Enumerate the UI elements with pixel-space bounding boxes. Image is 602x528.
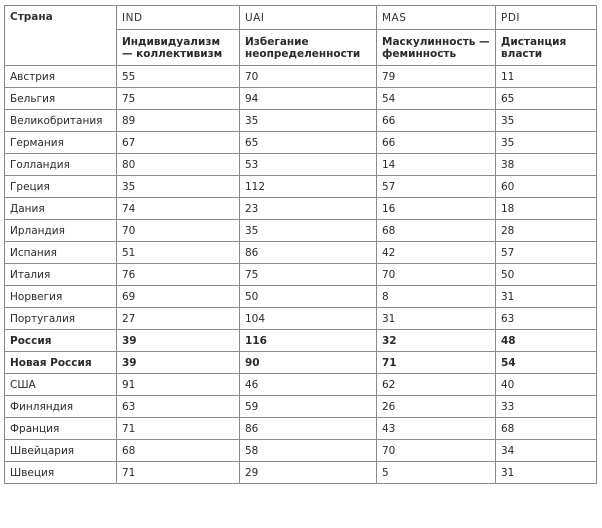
ind-cell: 68 [117,440,240,462]
table-row [5,242,597,264]
country-column-header: Страна [5,6,117,66]
pdi-cell: 35 [496,110,597,132]
ind-cell: 71 [117,418,240,440]
table-row [5,330,597,352]
uai-cell: 90 [240,352,377,374]
country-cell: США [5,374,117,396]
country-cell: Швеция [5,462,117,484]
mas-cell: 43 [377,418,496,440]
uai-cell: 50 [240,286,377,308]
country-cell: Австрия [5,66,117,88]
ind-cell: 76 [117,264,240,286]
ind-cell: 74 [117,198,240,220]
table-body [5,66,597,484]
mas-cell: 14 [377,154,496,176]
country-cell: Германия [5,132,117,154]
uai-cell: 86 [240,418,377,440]
mas-cell: 70 [377,264,496,286]
ind-cell: 91 [117,374,240,396]
mas-cell: 31 [377,308,496,330]
pdi-cell: 18 [496,198,597,220]
mas-cell: 5 [377,462,496,484]
table-row [5,396,597,418]
header-codes-row [5,6,597,30]
country-cell: Швейцария [5,440,117,462]
table-row [5,462,597,484]
ind-cell: 80 [117,154,240,176]
pdi-cell: 54 [496,352,597,374]
pdi-cell: 34 [496,440,597,462]
country-cell: Греция [5,176,117,198]
mas-code-header: MAS [377,6,496,30]
country-cell: Франция [5,418,117,440]
pdi-cell: 65 [496,88,597,110]
mas-cell: 54 [377,88,496,110]
ind-cell: 39 [117,352,240,374]
pdi-cell: 60 [496,176,597,198]
table-row [5,132,597,154]
mas-cell: 71 [377,352,496,374]
table-row [5,440,597,462]
ind-cell: 89 [117,110,240,132]
table-row [5,286,597,308]
uai-cell: 23 [240,198,377,220]
country-cell: Голландия [5,154,117,176]
table-row [5,88,597,110]
pdi-cell: 40 [496,374,597,396]
mas-cell: 79 [377,66,496,88]
mas-cell: 32 [377,330,496,352]
uai-cell: 29 [240,462,377,484]
ind-cell: 63 [117,396,240,418]
table-header [5,6,597,66]
pdi-cell: 28 [496,220,597,242]
uai-cell: 116 [240,330,377,352]
country-cell: Россия [5,330,117,352]
table-row [5,66,597,88]
ind-cell: 75 [117,88,240,110]
country-cell: Италия [5,264,117,286]
ind-cell: 69 [117,286,240,308]
uai-cell: 46 [240,374,377,396]
ind-cell: 39 [117,330,240,352]
mas-cell: 16 [377,198,496,220]
country-cell: Новая Россия [5,352,117,374]
table-row [5,352,597,374]
country-cell: Финляндия [5,396,117,418]
mas-cell: 8 [377,286,496,308]
uai-cell: 53 [240,154,377,176]
uai-cell: 75 [240,264,377,286]
ind-cell: 35 [117,176,240,198]
mas-cell: 26 [377,396,496,418]
ind-code-header: IND [117,6,240,30]
uai-cell: 58 [240,440,377,462]
pdi-cell: 63 [496,308,597,330]
ind-cell: 55 [117,66,240,88]
pdi-cell: 57 [496,242,597,264]
uai-cell: 104 [240,308,377,330]
pdi-cell: 35 [496,132,597,154]
pdi-cell: 31 [496,462,597,484]
mas-cell: 68 [377,220,496,242]
mas-cell: 66 [377,110,496,132]
ind-description-header: Индивидуализм — коллективизм [117,30,240,66]
country-cell: Испания [5,242,117,264]
pdi-cell: 31 [496,286,597,308]
pdi-cell: 48 [496,330,597,352]
table-row [5,176,597,198]
uai-cell: 112 [240,176,377,198]
country-cell: Бельгия [5,88,117,110]
country-cell: Ирландия [5,220,117,242]
table-row [5,374,597,396]
mas-cell: 62 [377,374,496,396]
table-row [5,110,597,132]
ind-cell: 51 [117,242,240,264]
table-row [5,264,597,286]
mas-description-header: Маскулинность — феминность [377,30,496,66]
uai-cell: 94 [240,88,377,110]
culture-dimensions-table-wrapper [4,5,597,484]
country-cell: Норвегия [5,286,117,308]
uai-description-header: Избегание неопределенности [240,30,377,66]
pdi-cell: 33 [496,396,597,418]
country-cell: Португалия [5,308,117,330]
ind-cell: 71 [117,462,240,484]
uai-cell: 70 [240,66,377,88]
pdi-cell: 50 [496,264,597,286]
uai-cell: 35 [240,110,377,132]
pdi-code-header: PDI [496,6,597,30]
table-row [5,308,597,330]
country-cell: Великобритания [5,110,117,132]
uai-cell: 35 [240,220,377,242]
ind-cell: 67 [117,132,240,154]
uai-cell: 86 [240,242,377,264]
table-row [5,198,597,220]
pdi-cell: 11 [496,66,597,88]
uai-cell: 65 [240,132,377,154]
table-row [5,154,597,176]
pdi-cell: 38 [496,154,597,176]
pdi-description-header: Дистанция власти [496,30,597,66]
country-cell: Дания [5,198,117,220]
mas-cell: 70 [377,440,496,462]
ind-cell: 27 [117,308,240,330]
uai-code-header: UAI [240,6,377,30]
uai-cell: 59 [240,396,377,418]
table-row [5,220,597,242]
mas-cell: 57 [377,176,496,198]
culture-dimensions-table [4,5,597,484]
mas-cell: 42 [377,242,496,264]
ind-cell: 70 [117,220,240,242]
pdi-cell: 68 [496,418,597,440]
mas-cell: 66 [377,132,496,154]
table-row [5,418,597,440]
